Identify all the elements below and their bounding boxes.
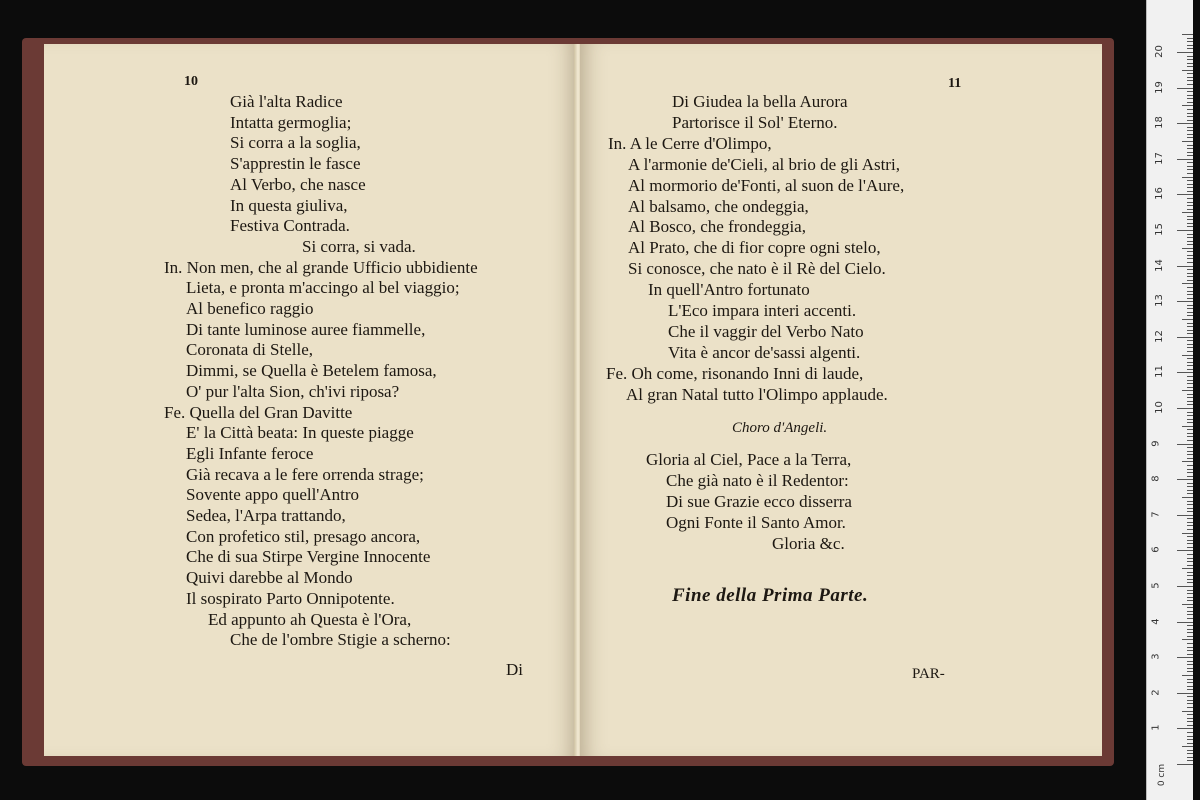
ruler-tick xyxy=(1187,607,1193,608)
ruler-number: 8 xyxy=(1150,475,1162,482)
catchword: PAR- xyxy=(912,666,945,682)
ruler-tick xyxy=(1177,372,1193,373)
ruler-tick xyxy=(1187,38,1193,39)
ruler-tick xyxy=(1187,504,1193,505)
chorus-line: Gloria &c. xyxy=(772,534,845,553)
ruler-tick xyxy=(1187,109,1193,110)
verse-line: Si corra, si vada. xyxy=(302,236,416,256)
verse-line: Si corra a la soglia, xyxy=(230,133,361,153)
verse-line: In quell'Antro fortunato xyxy=(648,280,810,300)
verse-line: O' pur l'alta Sion, ch'ivi riposa? xyxy=(186,381,400,401)
ruler-tick xyxy=(1177,159,1193,160)
ruler-tick xyxy=(1187,703,1193,704)
ruler-tick xyxy=(1182,177,1193,178)
ruler-tick xyxy=(1187,84,1193,85)
ruler-tick xyxy=(1187,187,1193,188)
verse-line: In. A le Cerre d'Olimpo, xyxy=(608,133,772,153)
ruler-number: 19 xyxy=(1153,80,1165,94)
ruler-tick xyxy=(1187,472,1193,473)
ruler-tick xyxy=(1187,244,1193,245)
ruler-tick xyxy=(1187,376,1193,377)
ruler-tick xyxy=(1177,550,1193,551)
ruler-tick xyxy=(1187,415,1193,416)
verse-line: Di Giudea la bella Aurora xyxy=(672,92,848,111)
ruler-tick xyxy=(1182,141,1193,142)
ruler-tick xyxy=(1187,241,1193,242)
verse-line: Al gran Natal tutto l'Olimpo applaude. xyxy=(626,384,888,404)
ruler-tick xyxy=(1187,180,1193,181)
ruler-tick xyxy=(1187,465,1193,466)
ruler-tick xyxy=(1187,102,1193,103)
ruler-tick xyxy=(1187,671,1193,672)
ruler-tick xyxy=(1187,251,1193,252)
ruler-tick xyxy=(1187,451,1193,452)
verse-line: Al Prato, che di fior copre ogni stelo, xyxy=(628,238,881,258)
ruler-number: 7 xyxy=(1150,511,1162,518)
ruler-number: 14 xyxy=(1153,258,1165,272)
chorus-line: Che già nato è il Redentor: xyxy=(666,471,849,490)
ruler-tick xyxy=(1177,728,1193,729)
ruler-tick xyxy=(1187,661,1193,662)
ruler-tick xyxy=(1187,56,1193,57)
page-number: 11 xyxy=(948,76,962,91)
ruler-tick xyxy=(1187,593,1193,594)
ruler-tick xyxy=(1187,429,1193,430)
ruler-tick xyxy=(1187,739,1193,740)
ruler-tick xyxy=(1187,63,1193,64)
ruler-tick xyxy=(1187,714,1193,715)
ruler-tick xyxy=(1182,568,1193,569)
ruler-tick xyxy=(1187,48,1193,49)
ruler-tick xyxy=(1187,291,1193,292)
ruler-number: 4 xyxy=(1150,617,1162,625)
ruler-number: 18 xyxy=(1153,116,1165,130)
ruler-tick xyxy=(1187,77,1193,78)
ruler-tick xyxy=(1187,155,1193,156)
ruler-tick xyxy=(1177,764,1193,765)
ruler-tick xyxy=(1187,625,1193,626)
ruler-tick xyxy=(1187,721,1193,722)
ruler-tick xyxy=(1187,255,1193,256)
ruler-tick xyxy=(1187,419,1193,420)
ruler-tick xyxy=(1187,582,1193,583)
ruler-tick xyxy=(1177,266,1193,267)
ruler-tick xyxy=(1187,753,1193,754)
ruler-tick xyxy=(1187,668,1193,669)
ruler-number: 6 xyxy=(1150,546,1162,554)
ruler-tick xyxy=(1187,166,1193,167)
verse-line: Egli Infante feroce xyxy=(186,443,314,463)
verse-line: In questa giuliva, xyxy=(230,195,348,215)
ruler-tick xyxy=(1187,454,1193,455)
ruler-tick xyxy=(1177,479,1193,480)
ruler-tick xyxy=(1187,483,1193,484)
ruler-tick xyxy=(1182,70,1193,71)
verse-line: Dimmi, se Quella è Betelem famosa, xyxy=(186,361,437,381)
ruler-tick xyxy=(1187,597,1193,598)
ruler-tick xyxy=(1187,169,1193,170)
ruler-tick xyxy=(1187,525,1193,526)
ruler-tick xyxy=(1187,696,1193,697)
ruler-tick xyxy=(1187,80,1193,81)
ruler-tick xyxy=(1187,362,1193,363)
verse-line: Lieta, e pronta m'accingo al bel viaggio; xyxy=(186,278,460,298)
ruler-tick xyxy=(1187,148,1193,149)
ruler-tick xyxy=(1187,315,1193,316)
ruler-tick xyxy=(1177,586,1193,587)
ruler-tick xyxy=(1187,490,1193,491)
ruler-tick xyxy=(1187,340,1193,341)
chorus-line: Ogni Fonte il Santo Amor. xyxy=(666,513,846,532)
ruler-tick xyxy=(1177,515,1193,516)
ruler-tick xyxy=(1187,679,1193,680)
ruler-tick xyxy=(1187,134,1193,135)
ruler-tick xyxy=(1187,369,1193,370)
ruler-tick xyxy=(1187,565,1193,566)
ruler-tick xyxy=(1187,145,1193,146)
ruler-tick xyxy=(1187,725,1193,726)
ruler-tick xyxy=(1187,718,1193,719)
ruler-tick xyxy=(1177,337,1193,338)
verse-line: Che di sua Stirpe Vergine Innocente xyxy=(186,547,431,567)
ruler-tick xyxy=(1182,461,1193,462)
ruler-tick xyxy=(1187,269,1193,270)
ruler-tick xyxy=(1187,226,1193,227)
verse-line: Festiva Contrada. xyxy=(230,216,350,236)
ruler-tick xyxy=(1177,408,1193,409)
ruler-tick xyxy=(1187,682,1193,683)
verse-line: Ed appunto ah Questa è l'Ora, xyxy=(208,609,412,629)
ruler-tick xyxy=(1187,476,1193,477)
ruler-tick xyxy=(1187,547,1193,548)
ruler-tick xyxy=(1177,194,1193,195)
ruler-tick xyxy=(1187,561,1193,562)
ruler-tick xyxy=(1187,98,1193,99)
ruler-tick xyxy=(1187,736,1193,737)
ruler-tick xyxy=(1182,533,1193,534)
ruler-tick xyxy=(1187,632,1193,633)
ruler-tick xyxy=(1187,273,1193,274)
ruler-tick xyxy=(1187,351,1193,352)
ruler-tick xyxy=(1182,604,1193,605)
ruler-tick xyxy=(1187,686,1193,687)
ruler-tick xyxy=(1177,622,1193,623)
part-closing: Fine della Prima Parte. xyxy=(672,585,869,606)
ruler-tick xyxy=(1187,41,1193,42)
ruler-number: 12 xyxy=(1153,329,1165,343)
ruler-tick xyxy=(1182,105,1193,106)
ruler-tick xyxy=(1177,123,1193,124)
ruler-tick xyxy=(1187,689,1193,690)
catchword: Di xyxy=(506,660,523,679)
ruler-tick xyxy=(1187,258,1193,259)
verse-line: Al Verbo, che nasce xyxy=(230,174,366,194)
verse-line: Si conosce, che nato è il Rè del Cielo. xyxy=(628,259,886,279)
verse-line: Che de l'ombre Stigie a scherno: xyxy=(230,630,451,650)
ruler-tick xyxy=(1187,540,1193,541)
verse-line: Al Bosco, che frondeggia, xyxy=(628,217,806,237)
ruler-tick xyxy=(1187,209,1193,210)
ruler-tick xyxy=(1187,45,1193,46)
ruler-tick xyxy=(1177,301,1193,302)
ruler-tick xyxy=(1187,219,1193,220)
ruler-tick xyxy=(1187,130,1193,131)
ruler-tick xyxy=(1187,647,1193,648)
verse-line: Al benefico raggio xyxy=(186,299,314,318)
ruler-tick xyxy=(1187,501,1193,502)
ruler-tick xyxy=(1187,618,1193,619)
ruler-tick xyxy=(1187,579,1193,580)
verse-line: Con profetico stil, presago ancora, xyxy=(186,526,421,546)
ruler-tick xyxy=(1187,440,1193,441)
ruler-number: 20 xyxy=(1153,45,1165,58)
ruler-tick xyxy=(1187,383,1193,384)
ruler-tick xyxy=(1187,305,1193,306)
ruler-tick xyxy=(1182,497,1193,498)
ruler-tick xyxy=(1187,365,1193,366)
ruler-tick xyxy=(1187,750,1193,751)
verse-line: Fe. Oh come, risonando Inni di laude, xyxy=(606,363,864,383)
ruler-tick xyxy=(1187,216,1193,217)
ruler-tick xyxy=(1187,404,1193,405)
ruler-tick xyxy=(1187,436,1193,437)
verse-line: Intatta germoglia; xyxy=(230,112,352,132)
ruler-tick xyxy=(1187,312,1193,313)
verse-line: Vita è ancor de'sassi algenti. xyxy=(668,342,861,362)
ruler-tick xyxy=(1187,116,1193,117)
ruler-tick xyxy=(1182,711,1193,712)
ruler-tick xyxy=(1187,650,1193,651)
verse-line: E' la Città beata: In queste piagge xyxy=(186,423,414,443)
ruler-tick xyxy=(1177,657,1193,658)
chorus-line: Gloria al Ciel, Pace a la Terra, xyxy=(646,450,852,469)
ruler-number: 13 xyxy=(1153,294,1165,308)
ruler-tick xyxy=(1187,590,1193,591)
verse-line: Coronata di Stelle, xyxy=(186,340,314,360)
ruler-tick xyxy=(1187,629,1193,630)
ruler-tick xyxy=(1187,412,1193,413)
ruler-tick xyxy=(1187,522,1193,523)
ruler-tick xyxy=(1187,664,1193,665)
ruler-tick xyxy=(1177,88,1193,89)
ruler-tick xyxy=(1187,636,1193,637)
ruler-number: 9 xyxy=(1150,439,1162,447)
ruler-tick xyxy=(1177,693,1193,694)
ruler-tick xyxy=(1187,137,1193,138)
ruler-tick xyxy=(1187,287,1193,288)
ruler-tick xyxy=(1187,486,1193,487)
ruler-tick xyxy=(1182,319,1193,320)
ruler-tick xyxy=(1187,380,1193,381)
verse-line: Al balsamo, che ondeggia, xyxy=(628,196,809,216)
ruler-tick xyxy=(1177,444,1193,445)
verse-line: Sovente appo quell'Antro xyxy=(186,485,360,505)
ruler-tick xyxy=(1187,397,1193,398)
ruler-tick xyxy=(1187,198,1193,199)
ruler-tick xyxy=(1187,575,1193,576)
ruler-tick xyxy=(1177,52,1193,53)
ruler-tick xyxy=(1187,614,1193,615)
verse-line: Già l'alta Radice xyxy=(230,92,343,111)
verse-line: Partorisce il Sol' Eterno. xyxy=(672,112,838,132)
ruler-tick xyxy=(1187,643,1193,644)
ruler-number: 11 xyxy=(1153,365,1165,379)
verse-line: Quivi darebbe al Mondo xyxy=(186,568,353,588)
ruler-tick xyxy=(1187,330,1193,331)
ruler-tick xyxy=(1187,433,1193,434)
ruler-number: 2 xyxy=(1150,689,1162,696)
ruler-tick xyxy=(1187,333,1193,334)
ruler-tick xyxy=(1187,294,1193,295)
ruler-number: 15 xyxy=(1153,223,1165,236)
verse-line: Di tante luminose auree fiammelle, xyxy=(186,319,426,339)
ruler-tick xyxy=(1187,760,1193,761)
ruler-tick xyxy=(1182,212,1193,213)
ruler-tick xyxy=(1187,308,1193,309)
ruler-tick xyxy=(1187,458,1193,459)
ruler-tick xyxy=(1187,223,1193,224)
ruler-tick xyxy=(1187,394,1193,395)
ruler-tick xyxy=(1187,700,1193,701)
ruler-tick xyxy=(1182,675,1193,676)
ruler-tick xyxy=(1187,543,1193,544)
left-page xyxy=(44,44,576,756)
ruler-tick xyxy=(1182,426,1193,427)
ruler-tick xyxy=(1187,572,1193,573)
ruler-tick xyxy=(1187,152,1193,153)
ruler-tick xyxy=(1187,654,1193,655)
ruler-tick xyxy=(1187,757,1193,758)
ruler-tick xyxy=(1187,162,1193,163)
ruler-tick xyxy=(1187,493,1193,494)
ruler-tick xyxy=(1187,95,1193,96)
ruler-tick xyxy=(1187,234,1193,235)
ruler-number: 16 xyxy=(1153,187,1165,201)
right-page xyxy=(580,44,1102,756)
ruler-tick xyxy=(1187,447,1193,448)
ruler-tick xyxy=(1187,518,1193,519)
ruler-tick xyxy=(1187,59,1193,60)
ruler-tick xyxy=(1187,276,1193,277)
ruler-tick xyxy=(1187,529,1193,530)
ruler-tick xyxy=(1187,120,1193,121)
ruler-tick xyxy=(1187,202,1193,203)
verse-line: Al mormorio de'Fonti, al suon de l'Aure, xyxy=(628,175,905,195)
ruler-tick xyxy=(1187,511,1193,512)
chorus-line: Di sue Grazie ecco disserra xyxy=(666,492,852,511)
ruler-tick xyxy=(1187,326,1193,327)
ruler-number: 10 xyxy=(1153,401,1165,414)
ruler-tick xyxy=(1182,746,1193,747)
ruler-tick xyxy=(1187,191,1193,192)
ruler-tick xyxy=(1187,173,1193,174)
ruler-tick xyxy=(1187,262,1193,263)
ruler-tick xyxy=(1187,707,1193,708)
verse-line: S'apprestin le fasce xyxy=(230,154,361,174)
ruler-tick xyxy=(1187,422,1193,423)
measuring-ruler xyxy=(1146,0,1193,800)
ruler-tick xyxy=(1187,113,1193,114)
ruler-unit: 0 cm xyxy=(1157,763,1168,787)
verse-line: Già recava a le fere orrenda strage; xyxy=(186,464,424,484)
verse-line: In. Non men, che al grande Ufficio ubbidiente xyxy=(164,257,478,277)
page-number: 10 xyxy=(184,74,198,89)
ruler-tick xyxy=(1187,554,1193,555)
ruler-tick xyxy=(1182,639,1193,640)
ruler-tick xyxy=(1187,611,1193,612)
ruler-number: 17 xyxy=(1153,151,1165,165)
ruler-tick xyxy=(1187,508,1193,509)
ruler-tick xyxy=(1177,230,1193,231)
ruler-tick xyxy=(1187,298,1193,299)
ruler-tick xyxy=(1187,600,1193,601)
verse-line: A l'armonie de'Cieli, al brio de gli Astri, xyxy=(628,154,900,174)
ruler-tick xyxy=(1182,355,1193,356)
ruler-tick xyxy=(1187,743,1193,744)
ruler-tick xyxy=(1187,558,1193,559)
ruler-number: 1 xyxy=(1150,724,1162,732)
ruler-tick xyxy=(1187,469,1193,470)
ruler-tick xyxy=(1187,358,1193,359)
ruler-tick xyxy=(1187,323,1193,324)
ruler-number: 5 xyxy=(1150,582,1162,589)
ruler-tick xyxy=(1187,347,1193,348)
verse-line: Che il vaggir del Verbo Nato xyxy=(668,321,864,341)
ruler-tick xyxy=(1187,344,1193,345)
ruler-number: 3 xyxy=(1150,653,1162,660)
ruler-tick xyxy=(1187,184,1193,185)
ruler-tick xyxy=(1187,387,1193,388)
ruler-tick xyxy=(1187,536,1193,537)
ruler-tick xyxy=(1182,248,1193,249)
ruler-tick xyxy=(1187,732,1193,733)
ruler-tick xyxy=(1182,390,1193,391)
ruler-tick xyxy=(1187,66,1193,67)
ruler-tick xyxy=(1187,280,1193,281)
verse-line: L'Eco impara interi accenti. xyxy=(668,301,857,320)
verse-line: Sedea, l'Arpa trattando, xyxy=(186,506,346,525)
ruler-tick xyxy=(1187,91,1193,92)
ruler-tick xyxy=(1187,401,1193,402)
verse-line: Il sospirato Parto Onnipotente. xyxy=(186,588,395,608)
ruler-tick xyxy=(1187,237,1193,238)
ruler-tick xyxy=(1187,205,1193,206)
ruler-tick xyxy=(1182,283,1193,284)
verse-line: Fe. Quella del Gran Davitte xyxy=(164,402,353,422)
ruler-tick xyxy=(1182,34,1193,35)
ruler-tick xyxy=(1187,73,1193,74)
ruler-tick xyxy=(1187,127,1193,128)
chorus-heading: Choro d'Angeli. xyxy=(732,420,828,436)
